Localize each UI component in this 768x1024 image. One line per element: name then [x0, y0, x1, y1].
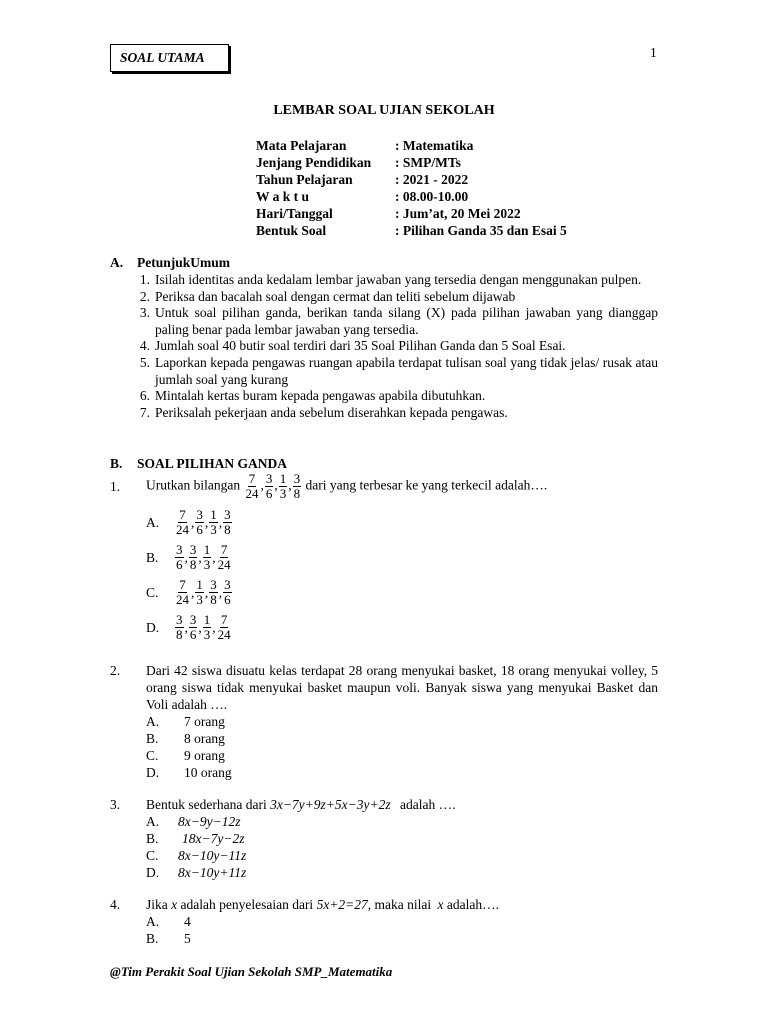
fraction [189, 613, 198, 642]
denominator: 3 [203, 557, 211, 572]
option-a [146, 813, 658, 830]
item-text: Untuk soal pilihan ganda, berikan tanda silang (X) pada pilihan jawaban yang dianggap paling benar pada lembar jawaban yang tersedia. [155, 305, 658, 337]
option-label: B. [146, 731, 159, 746]
denominator: 3 [279, 486, 287, 501]
question-suffix: adalah …. [399, 797, 456, 812]
question-number: 4. [110, 897, 121, 912]
option-label: D. [146, 620, 160, 635]
item-text: Periksalah pekerjaan anda sebelum diserahkan kepada pengawas. [155, 404, 508, 420]
option-a [146, 913, 658, 930]
numerator: 3 [196, 507, 203, 522]
item-number: 1. [139, 272, 150, 287]
question-text-part: adalah penyelesaian dari [180, 897, 314, 912]
option-label: B. [146, 931, 159, 946]
meta-key: Mata Pelajaran [256, 138, 347, 153]
numerator: 3 [224, 507, 231, 522]
exam-metadata [256, 137, 567, 239]
numerator: 3 [293, 471, 301, 486]
numerator: 3 [176, 542, 183, 557]
list-item [110, 289, 658, 306]
option-text: 10 orang [184, 765, 232, 780]
list-item [110, 338, 658, 355]
question-4 [110, 896, 658, 947]
fraction [175, 508, 190, 537]
option-label: B. [146, 831, 159, 846]
fraction [195, 578, 204, 607]
meta-value: : 08.00-10.00 [395, 189, 469, 204]
section-title: SOAL PILIHAN GANDA [137, 456, 288, 471]
fraction [223, 578, 232, 607]
section-a-heading [110, 255, 230, 271]
numerator: 1 [196, 577, 203, 592]
item-number: 2. [139, 288, 150, 304]
fraction [195, 508, 204, 537]
item-number: 7. [139, 404, 150, 420]
denominator: 24 [176, 522, 189, 537]
item-number: 6. [139, 388, 150, 404]
numerator: 3 [265, 471, 273, 486]
option-c: C. $\frac{7}{24}$ , $\frac{1}{3}$ , $\frac{3}{8}$ , $\frac{3}{6}$ [146, 577, 231, 607]
option-label: C. [146, 748, 159, 763]
item-number: 5. [139, 354, 150, 370]
denominator: 24 [217, 557, 231, 572]
option-label: B. [146, 550, 159, 565]
section-letter: A. [110, 255, 124, 270]
question-3 [110, 796, 658, 881]
fraction [209, 578, 218, 607]
fraction [189, 543, 198, 572]
denominator: 3 [210, 522, 217, 537]
option-label: A. [146, 714, 160, 729]
numerator: 3 [176, 612, 183, 627]
section-b-heading [110, 456, 287, 472]
option-d [146, 864, 658, 881]
meta-row [256, 222, 567, 239]
option-label: C. [146, 585, 159, 600]
option-label: D. [146, 865, 160, 880]
main-question-box [110, 44, 229, 72]
fraction [175, 543, 184, 572]
option-text: 9 orang [184, 748, 225, 763]
numerator: 7 [248, 471, 256, 486]
question-number: 2. [110, 663, 121, 678]
numerator: 7 [179, 507, 186, 522]
meta-value: : Matematika [395, 138, 474, 153]
question-text: Dari 42 siswa disuatu kelas terdapat 28 orang menyukai basket, 18 orang menyukai volley, 5 orang siswa tidak menyukai basket maupun voli. Banyak siswa yang menyukai Basket dan Voli adalah …. [146, 663, 658, 712]
numerator: 7 [179, 577, 186, 592]
question-1 [110, 472, 658, 645]
meta-value: : Jum’at, 20 Mei 2022 [395, 206, 521, 221]
question-text [146, 796, 658, 813]
option-b [146, 830, 658, 847]
option-label: C. [146, 848, 159, 863]
meta-row [256, 154, 567, 171]
fraction [244, 472, 259, 501]
numerator: 1 [279, 471, 287, 486]
question-text [146, 896, 658, 913]
instruction-list [110, 272, 658, 421]
option-text: 8x−10y−11z [178, 848, 247, 863]
option-label: A. [146, 515, 160, 530]
denominator: 6 [189, 627, 197, 642]
option-d: D. $\frac{3}{8}$ , $\frac{3}{6}$ , $\frac{1}{3}$ , $\frac{7}{24}$ [146, 612, 231, 642]
question-text-part: adalah…. [446, 897, 499, 912]
option-text: 7 orang [184, 714, 225, 729]
document-title: LEMBAR SOAL UJIAN SEKOLAH [273, 103, 495, 118]
meta-row [256, 137, 567, 154]
denominator: 24 [176, 592, 189, 607]
item-text: Laporkan kepada pengawas ruangan apabila terdapat tulisan soal yang tidak jelas/ rusak atau jumlah soal yang kurang [155, 354, 658, 387]
item-text: Isilah identitas anda kedalam lembar jawaban yang tersedia dengan menggunakan pulpen. [155, 272, 642, 287]
math-equation: 5x+2=27 [316, 897, 368, 912]
question-text-part: Jika [146, 897, 168, 912]
fraction [175, 613, 184, 642]
numerator: 1 [203, 542, 211, 557]
meta-row [256, 188, 567, 205]
denominator: 8 [293, 486, 301, 501]
fraction [217, 613, 232, 642]
fraction [175, 578, 190, 607]
option-text: 5 [184, 931, 191, 946]
option-text: 8x−10y+11z [178, 865, 247, 880]
page-number: 1 [650, 45, 657, 60]
option-text: 4 [184, 914, 191, 929]
question-suffix: dari yang terbesar ke yang terkecil adalah…. [305, 477, 548, 493]
denominator: 8 [224, 522, 231, 537]
denominator: 8 [176, 627, 183, 642]
item-text: Periksa dan bacalah soal dengan cermat dan teliti sebelum dijawab [155, 288, 516, 304]
meta-value: : SMP/MTs [395, 155, 461, 170]
meta-value: : 2021 - 2022 [395, 172, 469, 187]
section-title: PetunjukUmum [137, 255, 231, 270]
option-label: A. [146, 914, 160, 929]
item-text: Mintalah kertas buram kepada pengawas apabila dibutuhkan. [155, 388, 486, 404]
denominator: 6 [196, 522, 203, 537]
denominator: 6 [224, 592, 231, 607]
denominator: 3 [203, 627, 211, 642]
question-row [110, 896, 658, 913]
math-variable: x [437, 897, 444, 912]
numerator: 1 [203, 612, 211, 627]
list-item [110, 305, 658, 338]
option-a [146, 713, 658, 730]
math-variable: x [171, 897, 178, 912]
list-item [110, 388, 658, 405]
question-number: 3. [110, 797, 121, 812]
meta-row [256, 171, 567, 188]
numerator: 7 [220, 542, 228, 557]
fraction [223, 508, 232, 537]
list-item [110, 272, 658, 289]
question-row [110, 472, 658, 501]
option-c [146, 847, 658, 864]
item-text: Jumlah soal 40 butir soal terdiri dari 35 Soal Pilihan Ganda dan 5 Soal Esai. [155, 338, 566, 354]
option-d [146, 764, 658, 781]
numerator: 3 [189, 612, 197, 627]
fraction [279, 472, 288, 501]
box-label: SOAL UTAMA [120, 50, 205, 65]
meta-key: W a k t u [256, 189, 310, 204]
question-prefix: Urutkan bilangan [146, 477, 241, 493]
section-letter: B. [110, 456, 123, 471]
option-text: 8 orang [184, 731, 225, 746]
meta-key: Tahun Pelajaran [256, 172, 353, 187]
option-text: 8x−9y−12z [178, 814, 241, 829]
item-number: 3. [139, 305, 150, 321]
meta-key: Hari/Tanggal [256, 206, 333, 221]
denominator: 3 [196, 592, 203, 607]
question-text: Urutkan bilangan $\frac{7}{24}$ , $\frac{3}{6}$ , $\frac{1}{3}$ , $\frac{3}{8}$ dari yang terbesar ke yang terkecil adalah…. [146, 471, 548, 501]
question-2 [110, 662, 658, 781]
question-row [110, 796, 658, 813]
list-item [110, 355, 658, 388]
fraction [293, 472, 302, 501]
denominator: 24 [217, 627, 231, 642]
meta-key: Bentuk Soal [256, 223, 327, 238]
numerator: 1 [210, 507, 217, 522]
list-item [110, 405, 658, 422]
fraction [265, 472, 274, 501]
option-c [146, 747, 658, 764]
question-number: 1. [110, 479, 121, 494]
meta-value: : Pilihan Ganda 35 dan Esai 5 [395, 223, 567, 238]
option-label: D. [146, 765, 160, 780]
option-b [146, 930, 658, 947]
numerator: 3 [210, 577, 217, 592]
page-footer: @Tim Perakit Soal Ujian Sekolah SMP_Matematika [110, 964, 393, 979]
question-row [110, 662, 658, 713]
option-text: 18x−7y−2z [182, 831, 245, 846]
numerator: 3 [189, 542, 197, 557]
denominator: 6 [265, 486, 273, 501]
option-b: B. $\frac{3}{6}$ , $\frac{3}{8}$ , $\frac{1}{3}$ , $\frac{7}{24}$ [146, 542, 231, 572]
denominator: 6 [176, 557, 183, 572]
numerator: 3 [224, 577, 231, 592]
denominator: 24 [245, 486, 259, 501]
fraction [203, 543, 212, 572]
option-label: A. [146, 814, 160, 829]
math-expression: 3x−7y+9z+5x−3y+2z [270, 797, 391, 812]
denominator: 8 [210, 592, 217, 607]
question-text-part: , maka nilai [367, 897, 432, 912]
denominator: 8 [189, 557, 197, 572]
fraction [209, 508, 218, 537]
item-number: 4. [139, 338, 150, 354]
fraction [203, 613, 212, 642]
numerator: 7 [220, 612, 228, 627]
question-prefix: Bentuk sederhana dari [146, 797, 267, 812]
meta-row [256, 205, 567, 222]
option-b [146, 730, 658, 747]
fraction [217, 543, 232, 572]
meta-key: Jenjang Pendidikan [256, 155, 372, 170]
option-a: A. $\frac{7}{24}$ , $\frac{3}{6}$ , $\frac{1}{3}$ , $\frac{3}{8}$ [146, 507, 231, 537]
